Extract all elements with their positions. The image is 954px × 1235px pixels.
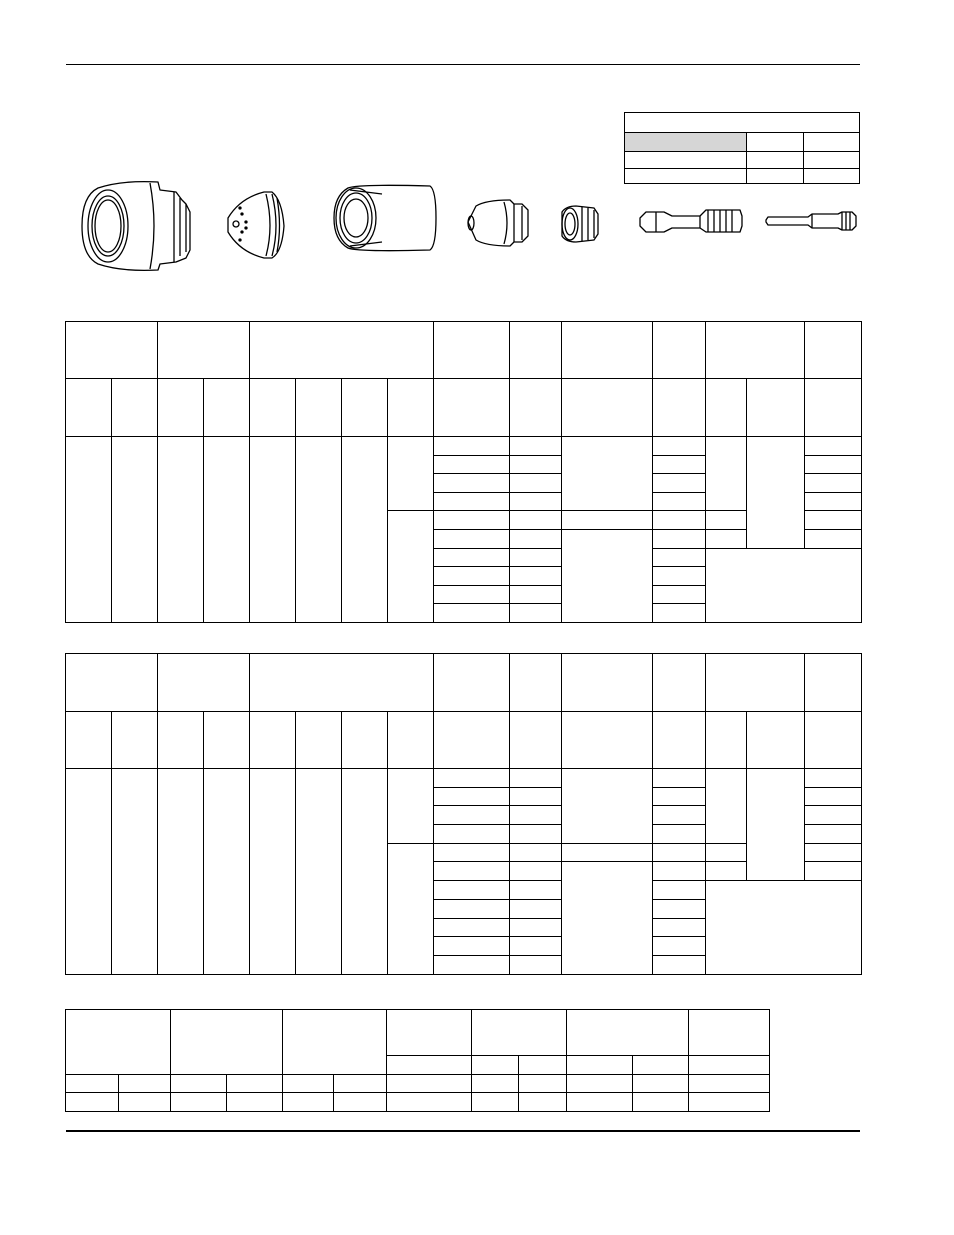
table-cell — [434, 787, 510, 806]
table-cell — [250, 712, 296, 769]
table-cell — [510, 379, 562, 437]
table-cell — [66, 322, 158, 379]
table-cell — [387, 1075, 472, 1093]
table-cell — [510, 937, 562, 956]
table-cell — [567, 1010, 689, 1056]
consumables-table-2 — [65, 653, 862, 975]
table-cell — [66, 379, 112, 437]
table-cell — [510, 955, 562, 974]
table-cell — [434, 474, 510, 493]
table-cell — [227, 1075, 283, 1093]
legend-header-shade — [625, 132, 746, 151]
header-rule — [66, 64, 860, 65]
table-cell — [805, 825, 862, 844]
table-cell — [805, 712, 862, 769]
table-cell — [653, 322, 706, 379]
table-cell — [204, 379, 250, 437]
summary-table — [65, 1009, 770, 1112]
table-cell — [388, 712, 434, 769]
table-cell — [653, 585, 706, 604]
table-cell — [706, 881, 862, 974]
table-cell — [434, 899, 510, 918]
table-cell — [510, 529, 562, 548]
table-cell — [562, 529, 653, 622]
table-cell — [510, 585, 562, 604]
table-cell — [388, 511, 434, 623]
table-cell — [510, 862, 562, 881]
table-cell — [66, 437, 112, 623]
consumable-parts-illustration — [0, 170, 954, 280]
nozzle-icon — [468, 200, 528, 246]
table-cell — [805, 806, 862, 825]
table-cell — [296, 769, 342, 975]
table-cell — [204, 769, 250, 975]
table-cell — [472, 1075, 519, 1093]
table-cell — [805, 455, 862, 474]
table-cell — [158, 437, 204, 623]
table-cell — [653, 492, 706, 511]
table-cell — [519, 1056, 567, 1075]
table-cell — [342, 379, 388, 437]
table-cell — [653, 787, 706, 806]
table-cell — [434, 955, 510, 974]
table-cell — [158, 769, 204, 975]
table-cell — [388, 843, 434, 974]
shield-icon — [82, 182, 190, 271]
table-cell — [434, 862, 510, 881]
table-cell — [653, 937, 706, 956]
table-cell — [653, 825, 706, 844]
table-cell — [805, 511, 862, 530]
table-cell — [283, 1010, 387, 1075]
table-cell — [706, 712, 747, 769]
retaining-cap-icon — [334, 185, 436, 250]
table-cell — [112, 712, 158, 769]
table-cell — [66, 1075, 119, 1093]
swirl-ring-icon — [562, 206, 598, 242]
table-cell — [510, 881, 562, 900]
table-cell — [510, 455, 562, 474]
table-cell — [158, 712, 204, 769]
table-cell — [434, 843, 510, 862]
table-cell — [519, 1093, 567, 1112]
table-cell — [562, 322, 653, 379]
table-cell — [706, 322, 805, 379]
table-cell — [653, 955, 706, 974]
table-cell — [250, 437, 296, 623]
table-cell — [805, 379, 862, 437]
table-cell — [434, 585, 510, 604]
table-cell — [653, 843, 706, 862]
table-cell — [706, 437, 747, 511]
table-cell — [296, 712, 342, 769]
table-cell — [653, 529, 706, 548]
table-cell — [204, 712, 250, 769]
table-cell — [653, 567, 706, 586]
table-cell — [653, 654, 706, 712]
table-cell — [472, 1010, 567, 1056]
table-cell — [562, 862, 653, 974]
table-cell — [510, 712, 562, 769]
table-cell — [171, 1075, 227, 1093]
table-cell — [171, 1010, 283, 1075]
table-cell — [510, 492, 562, 511]
table-cell — [510, 825, 562, 844]
table-cell — [227, 1093, 283, 1112]
table-cell — [112, 437, 158, 623]
table-cell — [434, 567, 510, 586]
table-cell — [510, 769, 562, 788]
table-cell — [434, 604, 510, 623]
table-cell — [633, 1093, 689, 1112]
table-cell — [388, 437, 434, 511]
table-cell — [119, 1093, 171, 1112]
table-cell — [706, 511, 747, 530]
shield-cap-icon — [228, 192, 284, 258]
table-cell — [510, 567, 562, 586]
table-cell — [747, 437, 805, 549]
table-cell — [334, 1075, 387, 1093]
table-cell — [689, 1075, 770, 1093]
table-cell — [434, 918, 510, 937]
table-cell — [653, 455, 706, 474]
table-cell — [342, 769, 388, 975]
table-cell — [250, 322, 434, 379]
table-cell — [434, 455, 510, 474]
table-cell — [747, 769, 805, 881]
table-cell — [510, 806, 562, 825]
table-cell — [567, 1056, 633, 1075]
table-cell — [510, 899, 562, 918]
table-cell — [653, 548, 706, 567]
table-cell — [706, 548, 862, 622]
table-cell — [342, 437, 388, 623]
water-tube-icon — [766, 212, 856, 230]
table-cell — [562, 437, 653, 511]
table-cell — [805, 654, 862, 712]
table-cell — [434, 548, 510, 567]
table-cell — [434, 511, 510, 530]
table-cell — [653, 918, 706, 937]
table-cell — [689, 1010, 770, 1056]
table-cell — [387, 1056, 472, 1075]
table-cell — [250, 379, 296, 437]
table-cell — [805, 322, 862, 379]
table-cell — [510, 654, 562, 712]
table-cell — [653, 899, 706, 918]
table-cell — [112, 769, 158, 975]
table-cell — [472, 1093, 519, 1112]
table-cell — [689, 1056, 770, 1075]
table-cell — [434, 825, 510, 844]
table-cell — [805, 769, 862, 788]
table-cell — [434, 437, 510, 456]
table-cell — [342, 712, 388, 769]
table-cell — [653, 806, 706, 825]
electrode-icon — [640, 210, 742, 232]
table-cell — [434, 806, 510, 825]
table-cell — [434, 881, 510, 900]
table-cell — [472, 1056, 519, 1075]
table-cell — [66, 1010, 171, 1075]
table-cell — [387, 1010, 472, 1056]
table-cell — [805, 474, 862, 493]
table-cell — [510, 511, 562, 530]
footer-rule — [66, 1130, 860, 1132]
table-cell — [805, 787, 862, 806]
table-cell — [653, 474, 706, 493]
table-cell — [510, 437, 562, 456]
table-cell — [653, 862, 706, 881]
table-cell — [562, 712, 653, 769]
table-cell — [250, 654, 434, 712]
table-cell — [706, 862, 747, 881]
table-cell — [633, 1075, 689, 1093]
table-cell — [653, 511, 706, 530]
table-cell — [706, 769, 747, 844]
table-cell — [653, 769, 706, 788]
table-cell — [296, 379, 342, 437]
table-cell — [250, 769, 296, 975]
table-cell — [562, 654, 653, 712]
table-cell — [434, 712, 510, 769]
table-cell — [567, 1075, 633, 1093]
table-cell — [66, 712, 112, 769]
table-cell — [283, 1075, 334, 1093]
table-cell — [747, 712, 805, 769]
table-cell — [66, 769, 112, 975]
table-cell — [434, 529, 510, 548]
table-cell — [387, 1093, 472, 1112]
table-cell — [158, 322, 250, 379]
table-cell — [158, 379, 204, 437]
table-cell — [510, 843, 562, 862]
table-cell — [805, 862, 862, 881]
table-cell — [158, 654, 250, 712]
table-cell — [706, 529, 747, 548]
table-cell — [706, 843, 747, 862]
table-cell — [805, 843, 862, 862]
table-cell — [171, 1093, 227, 1112]
table-cell — [706, 379, 747, 437]
table-cell — [388, 379, 434, 437]
table-cell — [510, 322, 562, 379]
table-cell — [562, 843, 653, 862]
table-cell — [334, 1093, 387, 1112]
table-cell — [653, 379, 706, 437]
table-cell — [562, 511, 653, 530]
table-cell — [653, 712, 706, 769]
table-cell — [562, 769, 653, 844]
table-cell — [296, 437, 342, 623]
table-cell — [510, 548, 562, 567]
table-cell — [434, 769, 510, 788]
table-cell — [434, 322, 510, 379]
table-cell — [567, 1093, 633, 1112]
table-cell — [510, 787, 562, 806]
table-cell — [510, 918, 562, 937]
table-cell — [805, 529, 862, 548]
table-cell — [562, 379, 653, 437]
table-cell — [66, 654, 158, 712]
table-cell — [653, 437, 706, 456]
table-cell — [434, 937, 510, 956]
table-cell — [519, 1075, 567, 1093]
table-cell — [689, 1093, 770, 1112]
table-cell — [805, 492, 862, 511]
table-cell — [510, 604, 562, 623]
consumables-table-1 — [65, 321, 862, 623]
table-cell — [112, 379, 158, 437]
table-cell — [434, 492, 510, 511]
table-cell — [119, 1075, 171, 1093]
table-cell — [747, 379, 805, 437]
table-cell — [653, 881, 706, 900]
table-cell — [283, 1093, 334, 1112]
table-cell — [706, 654, 805, 712]
table-cell — [510, 474, 562, 493]
table-cell — [653, 604, 706, 623]
table-cell — [633, 1056, 689, 1075]
table-cell — [434, 379, 510, 437]
table-cell — [388, 769, 434, 844]
table-cell — [204, 437, 250, 623]
table-cell — [434, 654, 510, 712]
table-cell — [805, 437, 862, 456]
table-cell — [66, 1093, 119, 1112]
